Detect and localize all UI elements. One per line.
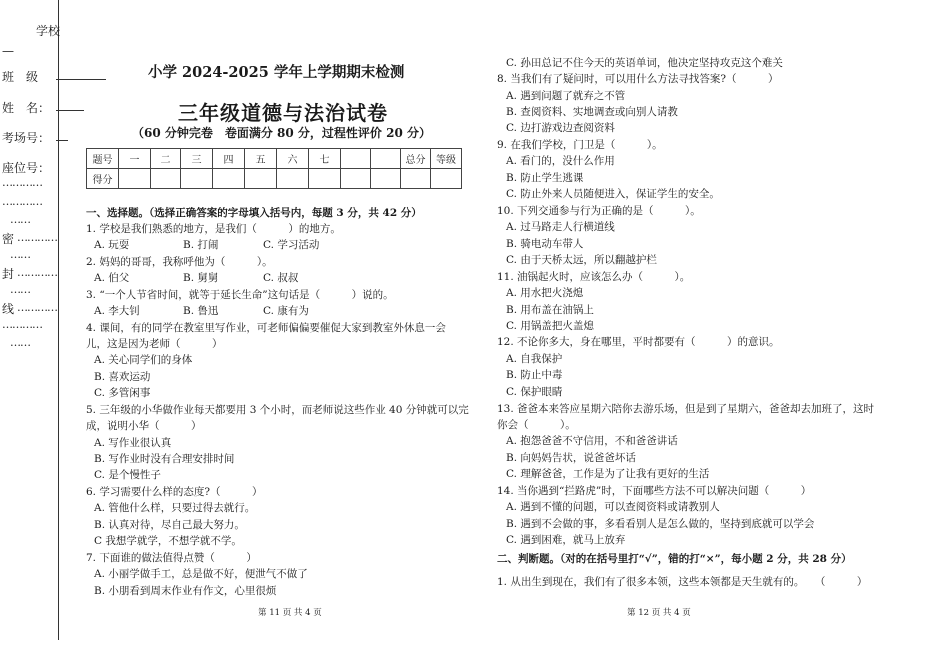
- class-blank[interactable]: [56, 79, 106, 80]
- option-a: A. 遇到问题了就弃之不管: [506, 90, 626, 102]
- question-text: 儿，这是因为老师（ ）: [86, 338, 223, 350]
- table-cell: 四: [213, 149, 245, 169]
- exam-title: 小学 2024-2025 学年上学期期末检测: [148, 64, 405, 81]
- option-c: C. 防止外来人员随便进入，保证学生的安全。: [506, 188, 720, 200]
- option-b: B. 小朋看到周末作业有作文，心里很烦: [94, 585, 277, 597]
- score-cell[interactable]: [181, 169, 213, 189]
- question-text: 6. 学习需要什么样的态度?（ ）: [86, 486, 263, 498]
- seal-dots: …………: [17, 266, 57, 279]
- score-cell[interactable]: [119, 169, 151, 189]
- seal-char-xian: 线: [2, 302, 15, 316]
- question-text: 11. 油锅起火时，应该怎么办（ ）。: [497, 271, 691, 283]
- question-text: 1. 学校是我们熟悉的地方，是我们（ ）的地方。: [86, 223, 341, 235]
- option-b: B. 写作业时没有合理安排时间: [94, 453, 235, 465]
- score-cell[interactable]: [309, 169, 341, 189]
- question-text: 5. 三年级的小华做作业每天都要用 3 个小时，而老师说这些作业 40 分钟就可以完: [86, 404, 469, 416]
- seat-label: 座位号：: [2, 161, 51, 175]
- option-c: C. 康有为: [263, 305, 309, 317]
- option-b: B. 查阅资料、实地调查或向别人请教: [506, 106, 678, 118]
- table-cell: 二: [151, 149, 181, 169]
- option-c: C. 边打游戏边查阅资料: [506, 122, 615, 134]
- option-c: C. 叔叔: [263, 272, 299, 284]
- section-title-judge: 二、判断题。（对的在括号里打“√”，错的打“×”，每小题 2 分，共 28 分）: [497, 553, 852, 565]
- score-table-header-row: [87, 149, 462, 169]
- score-cell[interactable]: [213, 169, 245, 189]
- table-cell: [371, 149, 401, 169]
- table-cell: 五: [245, 149, 277, 169]
- name-blank[interactable]: [56, 110, 84, 111]
- question-text: 4. 课间，有的同学在教室里写作业，可老师偏偏要催促大家到教室外休息一会: [86, 322, 446, 334]
- table-cell: 得分: [87, 169, 119, 189]
- table-cell: 总分: [401, 149, 431, 169]
- section-title-choice: 一、选择题。（选择正确答案的字母填入括号内，每题 3 分，共 42 分）: [86, 207, 422, 219]
- option-b: B. 鲁迅: [183, 305, 219, 317]
- seal-dots: …………: [2, 318, 42, 331]
- question-text: 2. 妈妈的哥哥，我称呼他为（ ）。: [86, 256, 273, 268]
- option-b: B. 用布盖在油锅上: [506, 304, 594, 316]
- seal-dots: ……: [10, 213, 30, 226]
- score-cell[interactable]: [431, 169, 462, 189]
- option-b: B. 认真对待，尽自己最大努力。: [94, 519, 245, 531]
- option-c: C. 是个慢性子: [94, 469, 161, 481]
- score-cell[interactable]: [245, 169, 277, 189]
- option-b: B. 向妈妈告状，说爸爸坏话: [506, 452, 636, 464]
- score-cell[interactable]: [371, 169, 401, 189]
- exam-no-blank[interactable]: [56, 140, 68, 141]
- option-b: B. 遇到不会做的事，多看看别人是怎么做的，坚持到底就可以学会: [506, 518, 815, 530]
- score-cell[interactable]: [401, 169, 431, 189]
- question-text: 13. 爸爸本来答应星期六陪你去游乐场，但是到了星期六，爸爸却去加班了，这时: [497, 403, 875, 415]
- question-text: 成，说明小华（ ）: [86, 420, 202, 432]
- seal-dots: ……: [10, 336, 30, 349]
- name-label: 姓 名：: [2, 101, 51, 115]
- question-text: 8. 当我们有了疑问时，可以用什么方法寻找答案?（ ）: [497, 73, 779, 85]
- option-a: A. 伯父: [94, 272, 130, 284]
- option-a: A. 看门的，没什么作用: [506, 155, 615, 167]
- page-footer-left: 第 11 页 共 4 页: [258, 608, 322, 618]
- table-cell: 七: [309, 149, 341, 169]
- option-a: A. 玩耍: [94, 239, 130, 251]
- question-text: 12. 不论你多大，身在哪里，平时都要有（ ）的意识。: [497, 336, 780, 348]
- score-table: [86, 148, 462, 189]
- option-a: A. 关心同学们的身体: [94, 354, 193, 366]
- question-text: 7. 下面谁的做法值得点赞（ ）: [86, 552, 257, 564]
- table-cell: [341, 149, 371, 169]
- option-b: B. 防止学生逃课: [506, 172, 584, 184]
- option-a: A. 自我保护: [506, 353, 563, 365]
- option-c: C. 学习活动: [263, 239, 320, 251]
- page-footer-right: 第 12 页 共 4 页: [627, 608, 691, 618]
- option-c: C. 理解爸爸，工作是为了让我有更好的生活: [506, 468, 710, 480]
- question-text: 14. 当你遇到“拦路虎”时，下面哪些方法不可以解决问题（ ）: [497, 485, 812, 497]
- option-a: A. 李大钊: [94, 305, 140, 317]
- option-a: A. 遇到不懂的问题，可以查阅资料或请教别人: [506, 501, 720, 513]
- seal-char-mi: 密: [2, 232, 15, 246]
- table-cell: 等级: [431, 149, 462, 169]
- score-table-score-row: [87, 169, 462, 189]
- exam-no-label: 考场号：: [2, 131, 51, 145]
- option-a: A. 管他什么样，只要过得去就行。: [94, 502, 256, 514]
- option-a: A. 用水把火浇熄: [506, 287, 584, 299]
- option-b: B. 舅舅: [183, 272, 219, 284]
- binding-line: [58, 0, 59, 640]
- option-c: C. 多管闲事: [94, 387, 151, 399]
- seal-dots: …………: [17, 231, 57, 244]
- table-cell: 六: [277, 149, 309, 169]
- option-c: C. 保护眼睛: [506, 386, 563, 398]
- option-a: A. 写作业很认真: [94, 437, 172, 449]
- option-b: B. 喜欢运动: [94, 371, 151, 383]
- school-dash: —: [2, 44, 14, 58]
- exam-info: （60 分钟完卷 卷面满分 80 分，过程性评价 20 分）: [132, 126, 431, 140]
- seal-dots: …………: [2, 176, 42, 189]
- table-cell: 一: [119, 149, 151, 169]
- option-b: B. 骑电动车带人: [506, 238, 584, 250]
- school-label: 学校: [36, 24, 61, 38]
- option-c: C. 由于天桥太远，所以翻越护栏: [506, 254, 657, 266]
- score-cell[interactable]: [341, 169, 371, 189]
- option-c: C. 遇到困难，就马上放弃: [506, 534, 626, 546]
- question-text: 9. 在我们学校，门卫是（ ）。: [497, 139, 663, 151]
- option-b: B. 打闹: [183, 239, 219, 251]
- option-c: C. 用锅盖把火盖熄: [506, 320, 594, 332]
- subject-title: 三年级道德与法治试卷: [178, 101, 388, 125]
- option-a: A. 抱怨爸爸不守信用，不和爸爸讲话: [506, 435, 678, 447]
- seal-dots: …………: [2, 195, 42, 208]
- seal-dots: ……: [10, 248, 30, 261]
- question-text: 3. “一个人节省时间，就等于延长生命”这句话是（ ）说的。: [86, 289, 394, 301]
- score-cell[interactable]: [277, 169, 309, 189]
- question-text: 你会（ ）。: [497, 419, 576, 431]
- option-c: C. 孙田总记不住今天的英语单词，他决定坚持攻克这个难关: [506, 57, 783, 69]
- seal-char-feng: 封: [2, 267, 15, 281]
- question-text: 10. 下列交通参与行为正确的是（ ）。: [497, 205, 701, 217]
- table-cell: 三: [181, 149, 213, 169]
- option-b: B. 防止中毒: [506, 369, 563, 381]
- table-cell: 题号: [87, 149, 119, 169]
- option-a: A. 过马路走人行横道线: [506, 221, 615, 233]
- option-c: C 我想学就学，不想学就不学。: [94, 535, 242, 547]
- option-a: A. 小丽学做手工，总是做不好，便泄气不做了: [94, 568, 308, 580]
- seal-dots: …………: [17, 301, 57, 314]
- seal-dots: ……: [10, 283, 30, 296]
- question-text: 1. 从出生到现在，我们有了很多本领，这些本领都是天生就有的。 （ ）: [497, 576, 868, 588]
- score-cell[interactable]: [151, 169, 181, 189]
- class-label: 班 级: [2, 70, 39, 84]
